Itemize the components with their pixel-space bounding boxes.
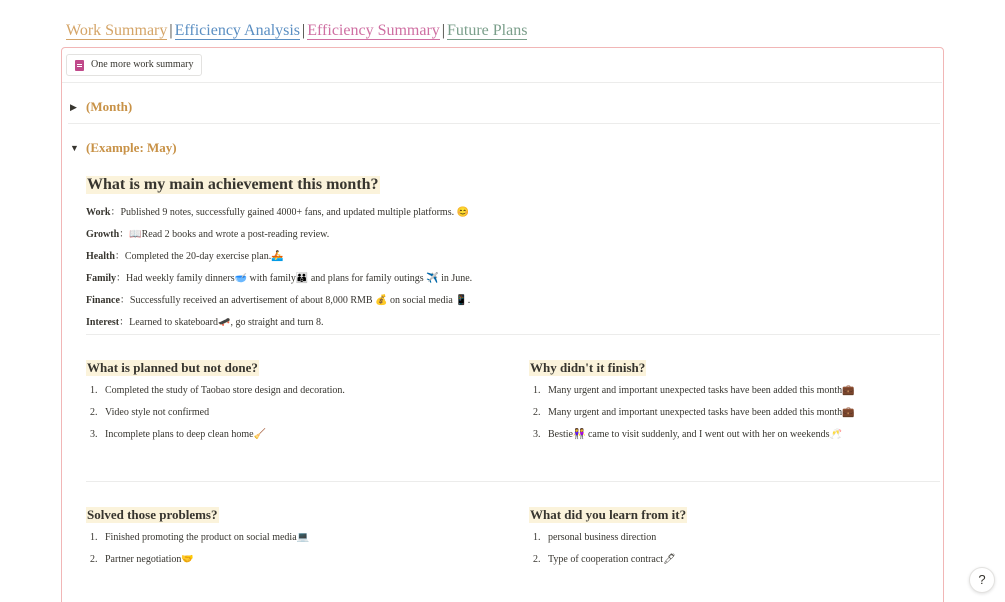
list-item: 2. Video style not confirmed (90, 407, 210, 418)
solved-list (86, 532, 309, 576)
divider (62, 82, 942, 83)
row-text: Learned to skateboard🛹, go straight and turn 8. (129, 317, 324, 328)
list-item-text: Bestie👭 came to visit suddenly, and I went out with her on weekends🥂 (548, 429, 842, 440)
list-item: 3. Incomplete plans to deep clean home🧹 (90, 429, 267, 440)
list-item: 2. Partner negotiation🤝 (90, 554, 194, 565)
solved-heading: Solved those problems? (87, 507, 218, 522)
row-text: Published 9 notes, successfully gained 4000+ fans, and updated multiple platforms. 😊 (120, 207, 470, 218)
achievement-row-interest (86, 313, 323, 328)
list-item-text: Type of cooperation contract🖊 (548, 554, 676, 565)
row-sep: ： (116, 273, 126, 284)
row-sep: ： (119, 295, 130, 306)
row-sep: ： (119, 229, 130, 240)
list-item: 2. Type of cooperation contract🖊 (533, 554, 676, 565)
row-sep: ： (114, 251, 125, 262)
triangle-right-icon[interactable]: ▶ (70, 102, 77, 112)
planned-list (86, 385, 345, 451)
achievement-heading: What is my main achievement this month? (87, 176, 379, 193)
divider (86, 481, 940, 482)
divider (86, 334, 940, 335)
divider (68, 123, 940, 124)
planned-heading: What is planned but not done? (87, 360, 258, 375)
row-key: Interest (86, 317, 120, 328)
list-item: 1. personal business direction (533, 532, 657, 543)
achievement-row-family (86, 269, 472, 284)
nav-link-efficiency-analysis[interactable]: Efficiency Analysis (174, 22, 301, 39)
row-text: Completed the 20-day exercise plan.🚣 (124, 251, 284, 262)
learn-heading: What did you learn from it? (530, 507, 687, 522)
toggle-example-may[interactable] (70, 140, 177, 156)
list-item-text: Finished promoting the product on social media💻 (105, 532, 310, 543)
row-key: Finance (86, 295, 120, 306)
list-item: 2. Many urgent and important unexpected tasks have been added this month💼 (533, 407, 855, 418)
triangle-down-icon[interactable]: ▼ (70, 143, 79, 153)
nav-separator: | (302, 22, 306, 39)
list-item-text: Many urgent and important unexpected tasks have been added this month💼 (548, 407, 855, 418)
row-key: Family (86, 273, 116, 284)
list-item: 1. Many urgent and important unexpected tasks have been added this month💼 (533, 385, 855, 396)
new-work-summary-label: One more work summary (91, 59, 194, 70)
row-text: Had weekly family dinners🥣 with family👪 and plans for family outings ✈️ in June. (126, 273, 473, 284)
nav-link-efficiency-summary[interactable]: Efficiency Summary (307, 22, 440, 39)
nav-link-future-plans[interactable]: Future Plans (447, 22, 528, 39)
learn-list (529, 532, 676, 576)
nav-link-work-summary[interactable]: Work Summary (66, 22, 168, 39)
achievement-row-work (86, 203, 469, 218)
list-item-text: Partner negotiation🤝 (105, 554, 194, 565)
row-key: Work (86, 207, 111, 218)
list-item: 3. Bestie👭 came to visit suddenly, and I went out with her on weekends🥂 (533, 429, 842, 440)
nav-separator: | (441, 22, 445, 39)
achievement-row-health (86, 247, 284, 262)
toggle-month[interactable] (70, 99, 132, 115)
achievement-row-finance (86, 291, 470, 306)
row-key: Health (86, 251, 115, 262)
document-icon (75, 60, 84, 71)
nav-separator: | (169, 22, 173, 39)
help-button[interactable]: ? (969, 567, 995, 593)
achievement-row-growth (86, 225, 329, 240)
list-item-text: Incomplete plans to deep clean home🧹 (105, 429, 267, 440)
why-list (529, 385, 855, 451)
list-item-text: personal business direction (548, 532, 657, 543)
why-heading: Why didn't it finish? (530, 360, 646, 375)
work-summary-panel (61, 47, 944, 602)
list-item-text: Completed the study of Taobao store design and decoration. (105, 385, 345, 396)
row-sep: ： (110, 207, 121, 218)
toggle-month-label: (Month) (86, 99, 133, 114)
list-item-text: Many urgent and important unexpected tasks have been added this month💼 (548, 385, 855, 396)
list-item-text: Video style not confirmed (105, 407, 210, 418)
toggle-example-label: (Example: May) (86, 140, 177, 155)
new-work-summary-button[interactable] (66, 54, 202, 76)
section-nav (66, 22, 527, 40)
row-key: Growth (86, 229, 120, 240)
list-item: 1. Completed the study of Taobao store design and decoration. (90, 385, 345, 396)
list-item: 1. Finished promoting the product on social media💻 (90, 532, 310, 543)
row-sep: ： (119, 317, 130, 328)
row-text: 📖Read 2 books and wrote a post-reading review. (129, 229, 330, 240)
row-text: Successfully received an advertisement of about 8,000 RMB 💰 on social media 📱. (129, 295, 471, 306)
